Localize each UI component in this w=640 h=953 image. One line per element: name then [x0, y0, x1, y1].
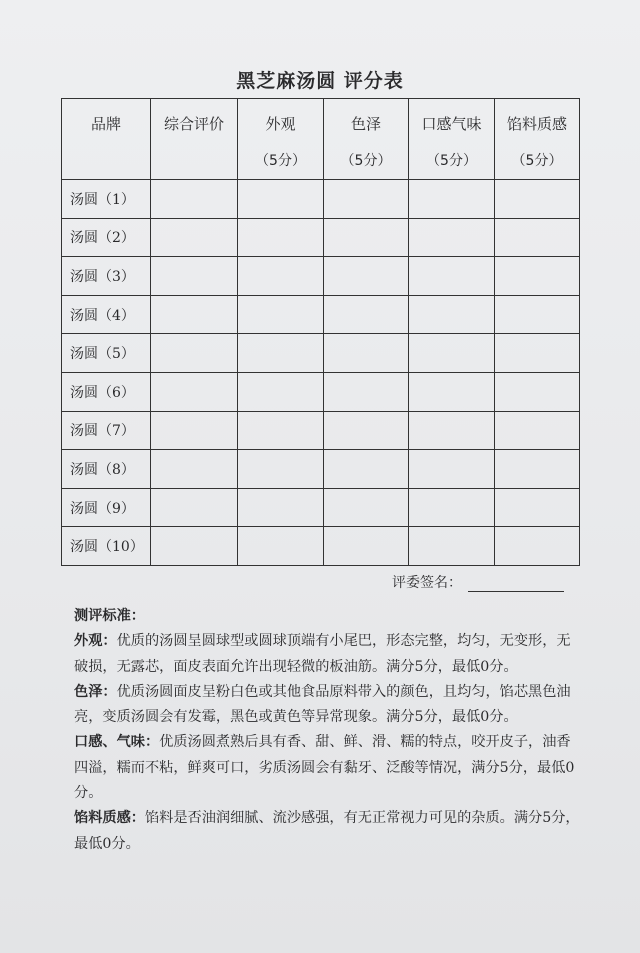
score-cell[interactable]	[151, 180, 238, 219]
column-header	[409, 99, 495, 180]
score-cell[interactable]	[238, 295, 324, 334]
criteria-label: 外观：	[74, 633, 117, 650]
criteria-label: 色泽：	[74, 683, 117, 700]
score-cell[interactable]	[409, 334, 495, 373]
brand-cell: 汤圆（8）	[62, 450, 151, 489]
score-cell[interactable]	[495, 257, 580, 296]
table-row	[62, 334, 580, 373]
criteria-text: 优质汤圆面皮呈粉白色或其他食品原料带入的颜色，且均匀，馅芯黑色油亮，变质汤圆会有发霉，黑色或黄色等异常现象。满分5分，最低0分。	[74, 683, 571, 726]
criteria-item	[74, 680, 584, 731]
criteria-label: 口感、气味：	[74, 734, 160, 751]
score-cell[interactable]	[409, 411, 495, 450]
score-cell[interactable]	[238, 450, 324, 489]
score-cell[interactable]	[151, 527, 238, 566]
score-cell[interactable]	[238, 372, 324, 411]
brand-cell: 汤圆（7）	[62, 411, 151, 450]
column-header-score: （5分）	[255, 153, 306, 169]
score-cell[interactable]	[409, 488, 495, 527]
score-cell[interactable]	[151, 372, 238, 411]
criteria-text: 馅料是否油润细腻、流沙感强，有无正常视力可见的杂质。满分5分，最低0分。	[74, 810, 580, 852]
score-cell[interactable]	[324, 218, 409, 257]
signature-line[interactable]	[468, 591, 564, 592]
score-cell[interactable]	[409, 180, 495, 219]
table-body	[62, 180, 580, 566]
criteria-label: 馅料质感：	[74, 810, 145, 827]
score-cell[interactable]	[324, 334, 409, 373]
score-cell[interactable]	[151, 411, 238, 450]
brand-cell: 汤圆（6）	[62, 372, 151, 411]
column-header-score: （5分）	[340, 153, 392, 169]
score-cell[interactable]	[495, 527, 580, 566]
brand-cell: 汤圆（10）	[62, 527, 151, 566]
column-header-score: （5分）	[426, 153, 477, 169]
column-header	[62, 99, 151, 180]
brand-cell: 汤圆（3）	[62, 257, 151, 296]
criteria-list	[74, 629, 584, 857]
score-cell[interactable]	[409, 218, 495, 257]
score-cell[interactable]	[238, 218, 324, 257]
score-cell[interactable]	[238, 411, 324, 450]
score-cell[interactable]	[495, 372, 580, 411]
score-cell[interactable]	[324, 488, 409, 527]
table-row	[62, 527, 580, 566]
table-header-row	[62, 99, 580, 180]
score-cell[interactable]	[324, 411, 409, 450]
table-row	[62, 180, 580, 219]
criteria-item	[74, 730, 584, 806]
criteria-item	[74, 806, 584, 857]
brand-cell: 汤圆（2）	[62, 218, 151, 257]
score-cell[interactable]	[324, 527, 409, 566]
judge-signature	[392, 572, 564, 592]
brand-cell: 汤圆（1）	[62, 180, 151, 219]
table-row	[62, 295, 580, 334]
table-row	[62, 372, 580, 411]
page-title: 黑芝麻汤圆 评分表	[236, 70, 404, 92]
score-cell[interactable]	[324, 295, 409, 334]
score-cell[interactable]	[409, 372, 495, 411]
score-cell[interactable]	[495, 180, 580, 219]
score-cell[interactable]	[324, 450, 409, 489]
table-row	[62, 218, 580, 257]
score-cell[interactable]	[151, 450, 238, 489]
criteria-text: 优质的汤圆呈圆球型或圆球顶端有小尾巴，形态完整，均匀，无变形，无破损，无露芯，面皮表面允许出现轻微的板油筋。满分5分，最低0分。	[74, 633, 571, 675]
column-header-label: 外观	[265, 115, 296, 133]
column-header	[151, 99, 238, 180]
table-row	[62, 411, 580, 450]
score-cell[interactable]	[409, 295, 495, 334]
score-cell[interactable]	[324, 372, 409, 411]
column-header	[324, 99, 409, 180]
criteria-section	[74, 604, 584, 857]
column-header	[495, 99, 580, 180]
score-cell[interactable]	[495, 488, 580, 527]
score-cell[interactable]	[495, 450, 580, 489]
table-row	[62, 257, 580, 296]
column-header-label: 口感气味	[421, 115, 482, 133]
criteria-heading: 测评标准：	[74, 608, 145, 624]
score-cell[interactable]	[409, 527, 495, 566]
score-cell[interactable]	[238, 527, 324, 566]
column-header-score: （5分）	[511, 153, 563, 169]
score-cell[interactable]	[409, 450, 495, 489]
score-cell[interactable]	[238, 488, 324, 527]
score-cell[interactable]	[409, 257, 495, 296]
column-header	[238, 99, 324, 180]
table-row	[62, 450, 580, 489]
score-cell[interactable]	[151, 295, 238, 334]
score-cell[interactable]	[151, 257, 238, 296]
brand-cell: 汤圆（4）	[62, 295, 151, 334]
column-header-label: 色泽	[350, 115, 381, 133]
column-header-label: 品牌	[90, 115, 121, 133]
score-cell[interactable]	[238, 257, 324, 296]
score-cell[interactable]	[151, 334, 238, 373]
score-cell[interactable]	[238, 180, 324, 219]
criteria-item	[74, 629, 584, 680]
table-row	[62, 488, 580, 527]
brand-cell: 汤圆（5）	[62, 334, 151, 373]
score-table	[61, 98, 580, 566]
column-header-label: 馅料质感	[506, 115, 567, 133]
score-cell[interactable]	[495, 218, 580, 257]
column-header-label: 综合评价	[163, 115, 224, 133]
score-cell[interactable]	[324, 257, 409, 296]
score-cell[interactable]	[495, 295, 580, 334]
score-cell[interactable]	[495, 411, 580, 450]
signature-label: 评委签名：	[392, 575, 462, 591]
score-cell[interactable]	[324, 180, 409, 219]
score-cell[interactable]	[495, 334, 580, 373]
score-cell[interactable]	[151, 218, 238, 257]
score-cell[interactable]	[151, 488, 238, 527]
score-cell[interactable]	[238, 334, 324, 373]
criteria-text: 优质汤圆煮熟后具有香、甜、鲜、滑、糯的特点，咬开皮子，油香四溢，糯而不粘，鲜爽可口，劣质汤圆会有黏牙、泛酸等情况，满分5分，最低0分。	[74, 734, 575, 802]
brand-cell: 汤圆（9）	[62, 488, 151, 527]
